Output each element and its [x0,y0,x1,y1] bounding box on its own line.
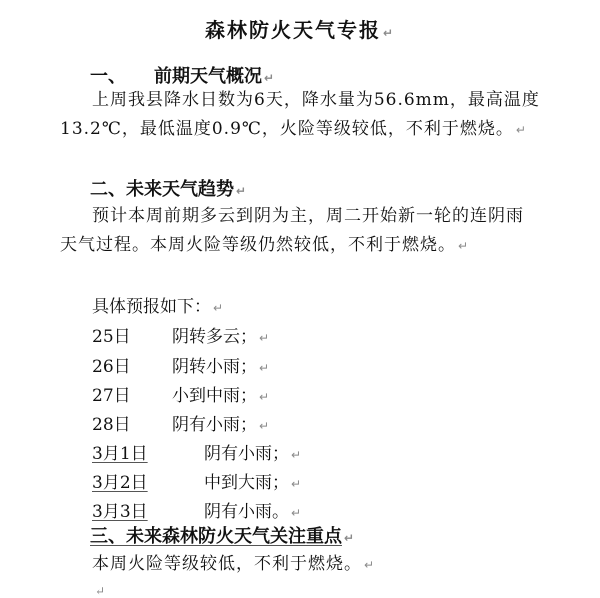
section3-paragraph: 本周火险等级较低，不利于燃烧。 ↵ [92,554,376,574]
forecast-row: 28日 阴有小雨； ↵ [92,415,270,435]
forecast-row: 3月2日 中到大雨； ↵ [92,473,302,493]
forecast-row: 26日 阴转小雨； ↵ [92,357,270,377]
section1-heading: 一、 前期天气概况 ↵ [90,66,275,87]
section1-paragraph: 上周我县降水日数为6天，降水量为56.6mm，最高温度13.2℃，最低温度0.9℃，火险等级较低，不利于燃烧。 ↵ [60,90,540,139]
forecast-row: 25日 阴转多云； ↵ [92,327,270,347]
forecast-row: 27日 小到中雨； ↵ [92,386,270,406]
section2-heading: 二、未来天气趋势 ↵ [90,179,247,200]
forecast-intro: 具体预报如下： ↵ [92,297,224,317]
section3-heading: 三、未来森林防火天气关注重点 ↵ [90,526,355,547]
forecast-row: 3月3日 阴有小雨。 ↵ [92,502,302,522]
document-title: 森林防火天气专报 ↵ [204,18,396,42]
section2-paragraph: 预计本周前期多云到阴为主，周二开始新一轮的连阴雨天气过程。本周火险等级仍然较低，不利于燃烧。 ↵ [60,206,524,255]
end-paragraph-mark: ↵ [95,584,106,598]
forecast-row: 3月1日 阴有小雨； ↵ [92,444,302,464]
